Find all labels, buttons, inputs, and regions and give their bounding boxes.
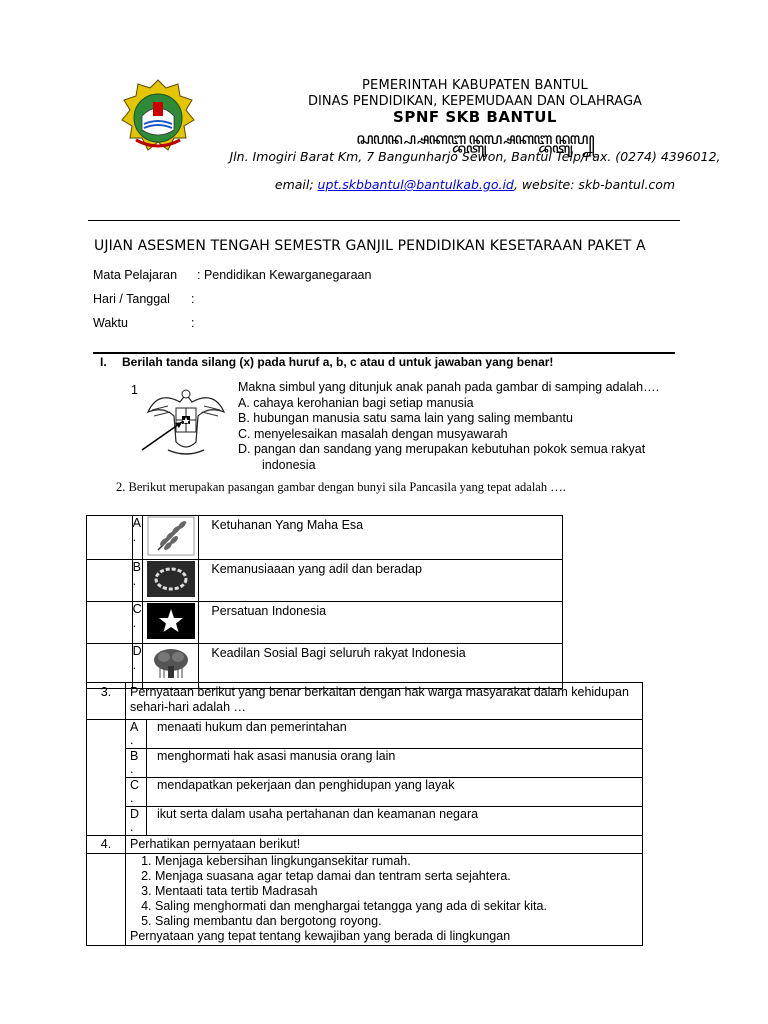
email-prefix: email; <box>274 177 318 192</box>
section-instruction <box>100 355 553 369</box>
section-text: Berilah tanda silang (x) pada huruf a, b, c atau d untuk jawaban yang benar! <box>122 355 554 369</box>
bantul-logo <box>118 78 198 156</box>
subject-value: : Pendidikan Kewarganegaraan <box>197 268 372 282</box>
question-1-number: 1 <box>131 383 138 397</box>
question-2-option-a[interactable]: A . Ketuhanan Yang Maha Esa <box>87 516 563 560</box>
question-1-option-b[interactable]: B. hubungan manusia satu sama lain yang saling membantu <box>238 411 573 425</box>
question-3-option-b[interactable]: B . menghormati hak asasi manusia orang lain <box>87 749 643 778</box>
question-4-footer: Pernyataan yang tepat tentang kewajiban yang berada di lingkungan <box>130 929 511 943</box>
question-1-option-c[interactable]: C. menyelesaikan masalah dengan musyawarah <box>238 426 508 441</box>
header-institution: SPNF SKB BANTUL <box>393 108 557 126</box>
question-2-option-b[interactable]: B . Kemanusiaaan yang adil dan beradap <box>87 560 563 602</box>
date-row <box>93 292 194 306</box>
list-item: 1. Menjaga kebersihan lingkungansekitar rumah. <box>155 854 642 869</box>
time-row <box>93 316 194 330</box>
time-label: Waktu <box>93 316 128 330</box>
header-divider <box>88 220 680 221</box>
time-value: : <box>191 316 195 330</box>
question-4-body <box>87 854 643 946</box>
question-4-list <box>130 854 642 929</box>
question-4-text: Perhatikan pernyataan berikut! <box>126 836 643 854</box>
section-number: I. <box>100 355 107 369</box>
option-letter: A <box>132 516 141 530</box>
question-3-option-d[interactable]: D . ikut serta dalam usaha pertahanan dan keamanan negara <box>87 807 643 836</box>
date-label: Hari / Tanggal <box>93 292 170 306</box>
question-1 <box>238 380 738 473</box>
website-text: , website: skb-bantul.com <box>513 177 676 192</box>
question-3-option-a[interactable]: A . menaati hukum dan pemerintahan <box>87 720 643 749</box>
question-4-number: 4. <box>87 836 126 854</box>
question-2-table <box>86 515 563 689</box>
question-1-option-d[interactable]: D. pangan dan sandang yang merupakan kebutuhan pokok semua rakyat <box>238 442 646 456</box>
question-2-option-d[interactable]: D . Keadilan Sosial Bagi seluruh rakyat Indonesia <box>87 644 563 689</box>
question-3-number: 3. <box>87 683 126 720</box>
option-text: Ketuhanan Yang Maha Esa <box>199 516 563 560</box>
header-javanese-script: ꦱꦥꦤ꧀ꦥ꧀ꦱꦏꦧ꧀ꦧꦤ꧀ꦠꦸꦭ꧀ꦱꦏꦧ꧀ꦧꦤ꧀ꦠꦸꦭ꧀ <box>356 129 594 148</box>
email-link[interactable]: upt.skbbantul@bantulkab.go.id <box>317 177 514 192</box>
question-2-text: 2. Berikut merupakan pasangan gambar dengan bunyi sila Pancasila yang tepat adalah …. <box>116 480 566 494</box>
date-value: : <box>191 292 195 306</box>
pohon-beringin-icon <box>146 644 196 684</box>
padi-kapas-icon <box>146 516 196 556</box>
question-3-text: Pernyataan berikut yang benar berkaitan dengan hak warga masyarakat dalam kehidupan sehari-hari adalah … <box>126 683 643 720</box>
list-item: 5. Saling membantu dan bergotong royong. <box>155 914 642 929</box>
header-address: Jln. Imogiri Barat Km, 7 Bangunharjo Sewon, Bantul Telp/Fax. (0274) 4396012, <box>229 149 721 164</box>
bintang-icon <box>146 602 196 640</box>
exam-title: UJIAN ASESMEN TENGAH SEMESTR GANJIL PENDIDIKAN KESETARAAN PAKET A <box>94 238 646 254</box>
list-item: 4. Saling menghormati dan menghargai tetangga yang ada di sekitar kita. <box>155 899 642 914</box>
question-1-option-d-cont: indonesia <box>262 457 316 472</box>
list-item: 3. Mentaati tata tertib Madrasah <box>155 884 642 899</box>
question-1-text: Makna simbul yang ditunjuk anak panah pada gambar di samping adalah…. <box>238 380 660 394</box>
rantai-icon <box>146 560 196 598</box>
question-3-stem <box>87 683 643 720</box>
question-2-option-c[interactable]: C . Persatuan Indonesia <box>87 602 563 644</box>
garuda-pancasila-image <box>138 382 234 460</box>
header-contact <box>215 177 735 192</box>
question-3-option-c[interactable]: C . mendapatkan pekerjaan dan penghidupan yang layak <box>87 778 643 807</box>
question-3-4-table <box>86 682 643 946</box>
header-line-1: PEMERINTAH KABUPATEN BANTUL <box>362 78 588 93</box>
question-1-option-a[interactable]: A. cahaya kerohanian bagi setiap manusia <box>238 395 474 410</box>
subject-row <box>93 268 371 282</box>
subject-label: Mata Pelajaran <box>93 268 178 282</box>
header-line-2: DINAS PENDIDIKAN, KEPEMUDAAN DAN OLAHRAGA <box>308 94 642 109</box>
list-item: 2. Menjaga suasana agar tetap damai dan tentram serta sejahtera. <box>155 869 642 884</box>
question-4-stem <box>87 836 643 854</box>
section-divider <box>93 352 675 354</box>
